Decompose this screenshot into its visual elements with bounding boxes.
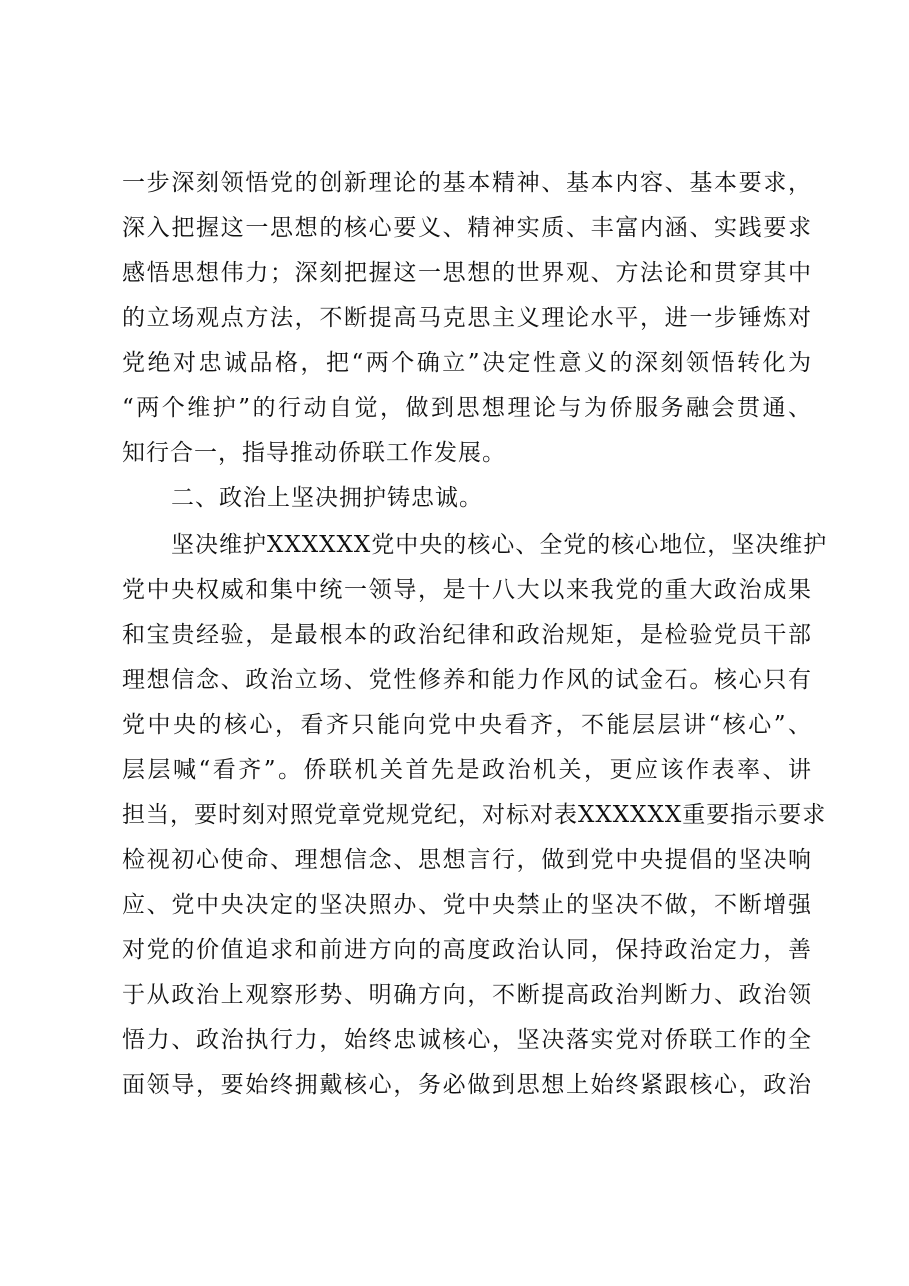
section-heading: 二、政治上坚决拥护铸忠诚。 xyxy=(171,485,483,511)
text-line: 于从政治上观察形势、明确方向，不断提高政治判断力、政治领 xyxy=(122,982,812,1008)
text-line: 应、党中央决定的坚决照办、党中央禁止的坚决不做，不断增强 xyxy=(122,892,812,918)
text-line: “两个维护”的行动自觉，做到思想理论与为侨服务融会贯通、 xyxy=(122,395,812,421)
text-line: 感悟思想伟力；深刻把握这一思想的世界观、方法论和贯穿其中 xyxy=(122,260,812,286)
text-line: 担当，要时刻对照党章党规党纪，对标对表XXXXXX重要指示要求 xyxy=(122,802,827,828)
text-line: 坚决维护XXXXXX党中央的核心、全党的核心地位，坚决维护 xyxy=(171,532,828,558)
text-line: 悟力、政治执行力，始终忠诚核心，坚决落实党对侨联工作的全 xyxy=(122,1027,812,1053)
text-line: 对党的价值追求和前进方向的高度政治认同，保持政治定力，善 xyxy=(122,937,812,963)
text-line: 层层喊“看齐”。侨联机关首先是政治机关，更应该作表率、讲 xyxy=(122,757,812,783)
text-line: 深入把握这一思想的核心要义、精神实质、丰富内涵、实践要求 xyxy=(122,215,812,241)
text-line: 检视初心使命、理想信念、思想言行，做到党中央提倡的坚决响 xyxy=(122,847,812,873)
text-line: 面领导，要始终拥戴核心，务必做到思想上始终紧跟核心，政治 xyxy=(122,1072,812,1098)
text-line: 的立场观点方法，不断提高马克思主义理论水平，进一步锤炼对 xyxy=(122,305,812,331)
text-line: 一步深刻领悟党的创新理论的基本精神、基本内容、基本要求， xyxy=(122,170,812,196)
text-line: 党中央权威和集中统一领导，是十八大以来我党的重大政治成果 xyxy=(122,577,812,603)
text-line: 和宝贵经验，是最根本的政治纪律和政治规矩，是检验党员干部 xyxy=(122,622,812,648)
text-line: 知行合一，指导推动侨联工作发展。 xyxy=(122,440,506,466)
text-line: 理想信念、政治立场、党性修养和能力作风的试金石。核心只有 xyxy=(122,667,812,693)
text-line: 党绝对忠诚品格，把“两个确立”决定性意义的深刻领悟转化为 xyxy=(122,350,812,376)
text-line: 党中央的核心，看齐只能向党中央看齐，不能层层讲“核心”、 xyxy=(122,712,812,738)
